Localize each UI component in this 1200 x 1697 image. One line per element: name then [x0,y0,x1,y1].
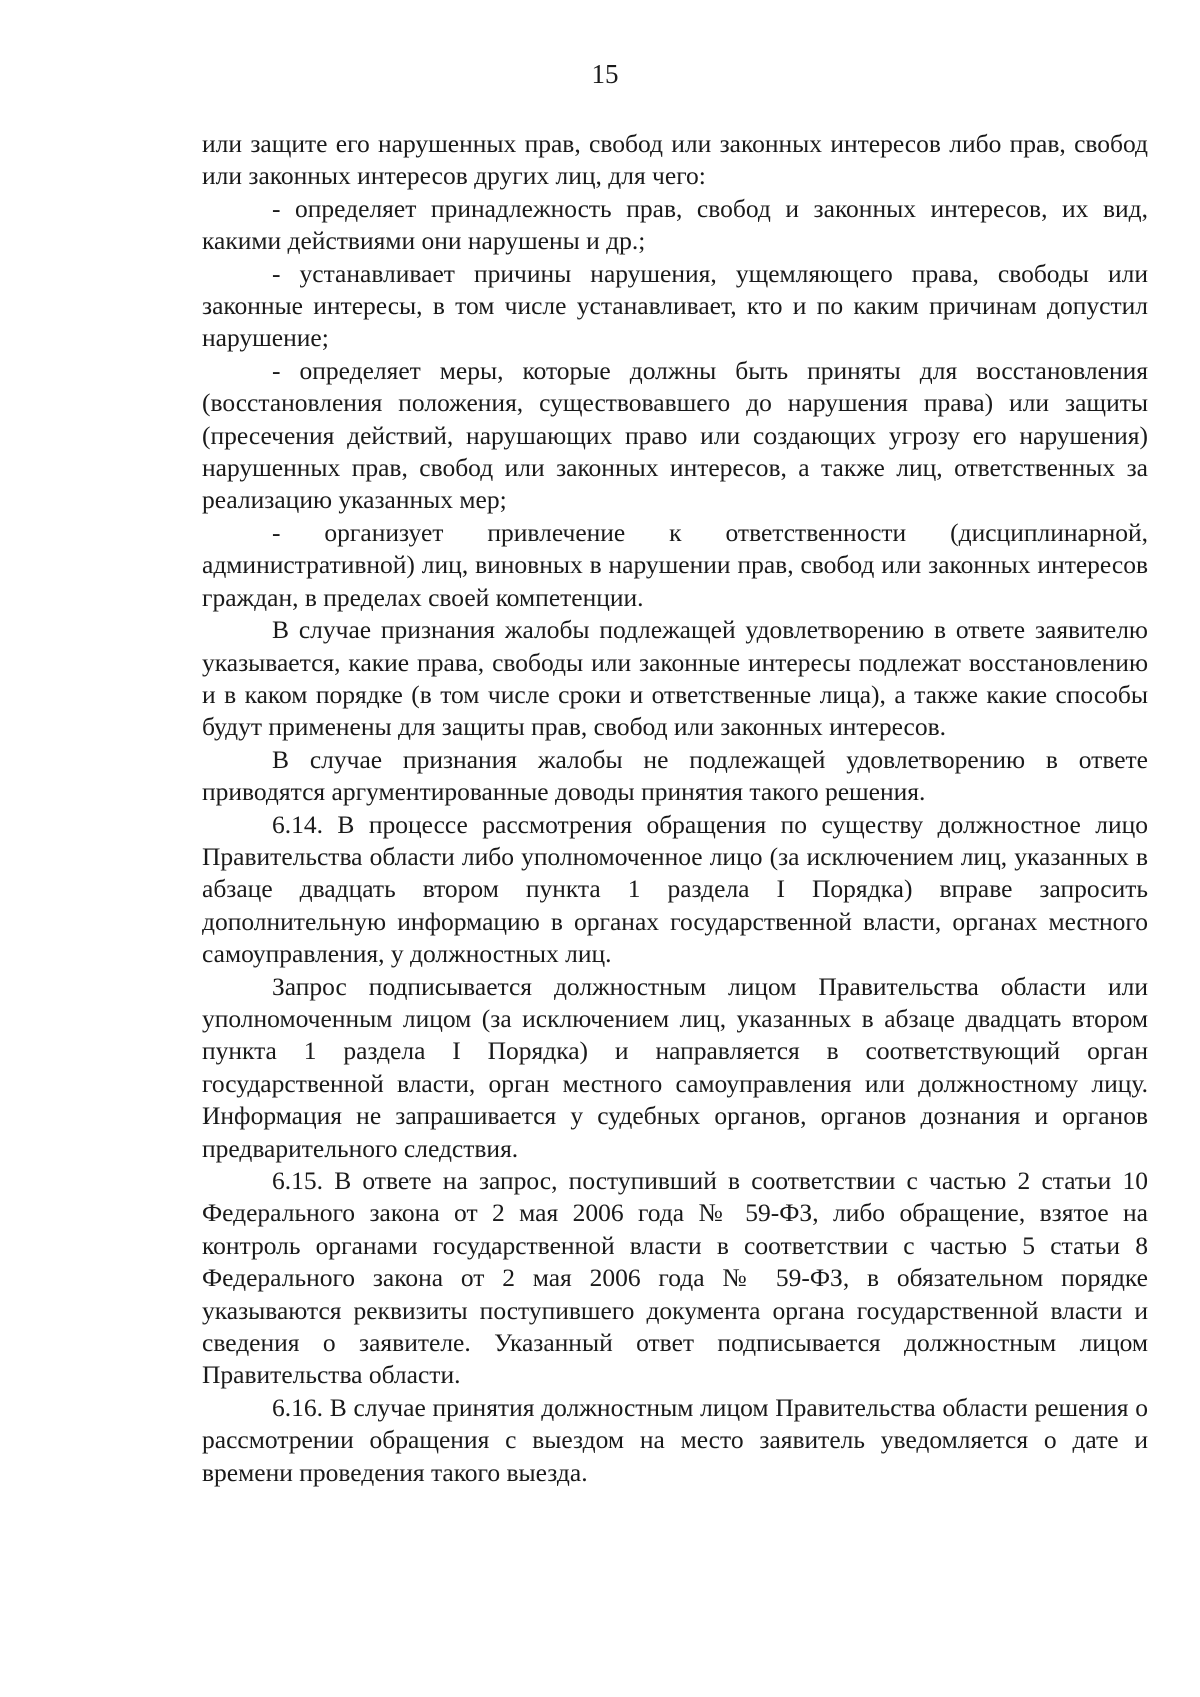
paragraph-6-14: 6.14. В процессе рассмотрения обращения по существу должностное лицо Правительства области либо уполномоченное лицо (за исключением лиц, указанных в абзаце двадцать втором пункта 1 раздела I Порядка) вправе запросить дополнительную информацию в органах государственной власти, органах местного самоуправления, у должностных лиц. [202,809,1148,969]
document-body [202,128,1148,1489]
list-item-rights-ownership: - определяет принадлежность прав, свобод и законных интересов, их вид, какими действиями они нарушены и др.; [202,193,1148,256]
paragraph-6-15: 6.15. В ответе на запрос, поступивший в соответствии с частью 2 статьи 10 Федерального закона от 2 мая 2006 года № 59-ФЗ, либо обращение, взятое на контроль органами государственной власти в соответствии с частью 5 статьи 8 Федерального закона от 2 мая 2006 года № 59-ФЗ, в обязательном порядке указываются реквизиты поступившего документа органа государственной власти и сведения о заявителе. Указанный ответ подписывается должностным лицом Правительства области. [202,1166,1148,1390]
list-item-violation-causes: - устанавливает причины нарушения, ущемляющего права, свободы или законные интересы, в том числе устанавливает, кто и по каким причинам допустил нарушение; [202,258,1148,353]
paragraph-continuation: или защите его нарушенных прав, свобод или законных интересов либо прав, свобод или законных интересов других лиц, для чего: [202,129,1148,191]
paragraph-request-signing: Запрос подписывается должностным лицом Правительства области или уполномоченным лицом (за исключением лиц, указанных в абзаце двадцать втором пункта 1 раздела I Порядка) и направляется в соответствующий орган государственной власти, орган местного самоуправления или должностному лицу. Информация не запрашивается у судебных органов, органов дознания и органов предварительного следствия. [202,971,1148,1163]
paragraph-complaint-rejected: В случае признания жалобы не подлежащей удовлетворению в ответе приводятся аргументированные доводы принятия такого решения. [202,744,1148,807]
list-item-liability: - организует привлечение к ответственности (дисциплинарной, административной) лиц, виновных в нарушении прав, свобод или законных интересов граждан, в пределах своей компетенции. [202,517,1148,612]
list-item-restoration-measures: - определяет меры, которые должны быть приняты для восстановления (восстановления положения, существовавшего до нарушения права) или защиты (пресечения действий, нарушающих право или создающих угрозу его нарушения) нарушенных прав, свобод или законных интересов, а также лиц, ответственных за реализацию указанных мер; [202,355,1148,515]
paragraph-6-16: 6.16. В случае принятия должностным лицом Правительства области решения о рассмотрении обращения с выездом на место заявитель уведомляется о дате и времени проведения такого выезда. [202,1392,1148,1487]
paragraph-complaint-satisfied: В случае признания жалобы подлежащей удовлетворению в ответе заявителю указывается, какие права, свободы или законные интересы подлежат восстановлению и в каком порядке (в том числе сроки и ответственные лица), а также какие способы будут применены для защиты прав, свобод или законных интересов. [202,615,1148,742]
page-number: 15 [591,59,619,89]
